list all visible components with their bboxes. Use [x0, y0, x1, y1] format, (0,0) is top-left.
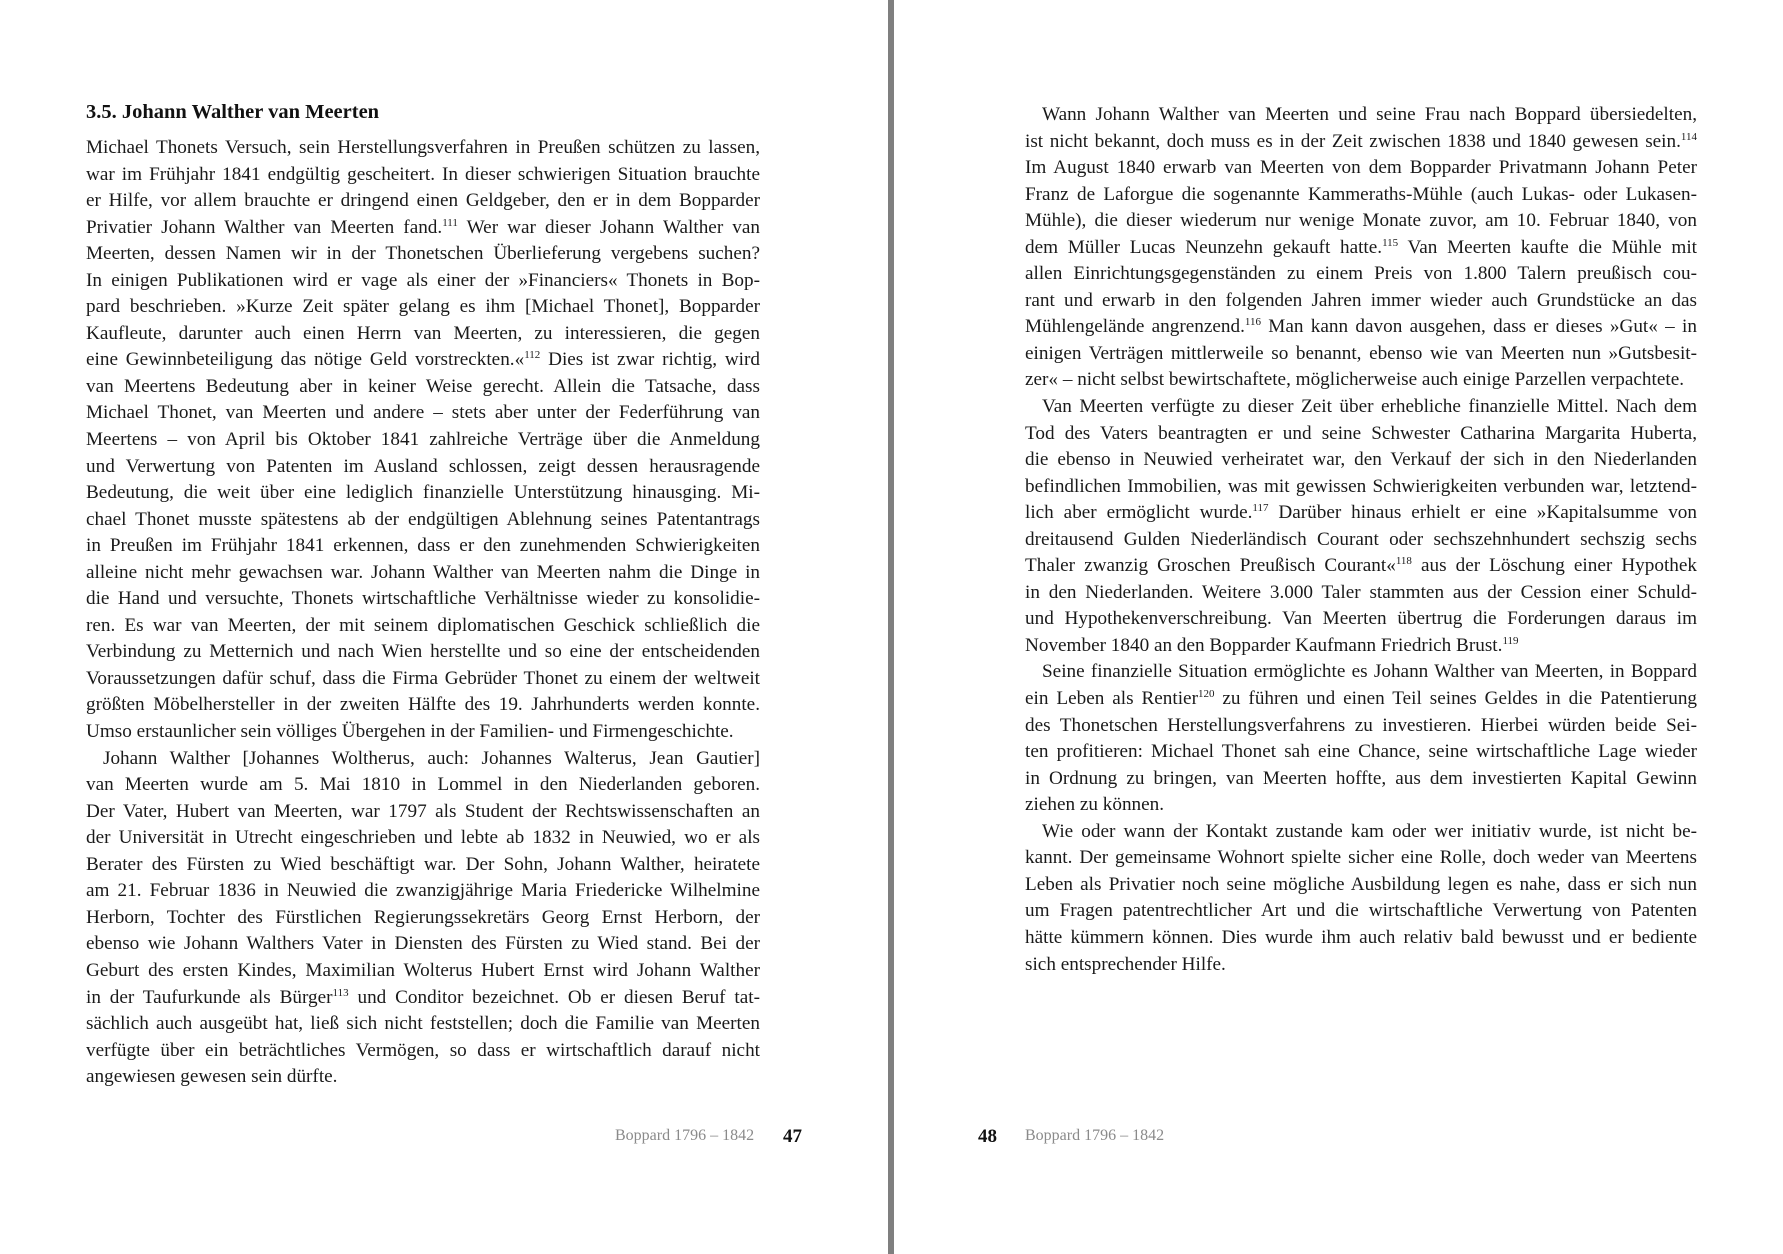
- text-line: [86, 1011, 760, 1038]
- line-text: ziehen zu können.: [1025, 794, 1165, 816]
- text-line: [1025, 155, 1697, 182]
- line-text: um Fragen patentrechtlicher Art und die wirtschaftliche Verwertung von Patenten: [1025, 900, 1697, 922]
- left-page: [0, 0, 888, 1254]
- line-text: verfügte über ein beträchtliches Vermögen, so dass er wirtschaftlich darauf nicht: [86, 1039, 760, 1061]
- text-line: [86, 905, 760, 932]
- text-line: [1025, 898, 1697, 925]
- right-page: [894, 0, 1783, 1254]
- line-text: zer« – nicht selbst bewirtschaftete, möglicherweise auch einige Parzellen verpachtete.: [1025, 369, 1685, 391]
- text-line: [1025, 606, 1697, 633]
- line-text: Seine finanzielle Situation ermöglichte es Johann Walther van Meerten, in Boppard: [1042, 661, 1697, 683]
- text-line: [86, 374, 760, 401]
- line-text: Kaufleute, darunter auch einen Herrn van Meerten, zu interessieren, die gegen: [86, 322, 760, 344]
- text-line: [86, 162, 760, 189]
- text-line: [86, 772, 760, 799]
- footnote-ref[interactable]: 111: [442, 216, 458, 229]
- text-line: [1025, 314, 1697, 341]
- line-text: sich entsprechender Hilfe.: [1025, 953, 1226, 975]
- text-line: [1025, 739, 1697, 766]
- line-text: Der Vater, Hubert van Meerten, war 1797 als Student der Rechtswissenschaften an: [86, 800, 760, 822]
- line-text: pard beschrieben. »Kurze Zeit später gelang es ihm [Michael Thonet], Bopparder: [86, 296, 760, 318]
- text-line: [1025, 447, 1697, 474]
- text-line: [86, 347, 760, 374]
- footnote-ref[interactable]: 120: [1197, 688, 1215, 701]
- line-text: chael Thonet musste spätestens ab der endgültigen Ablehnung seines Patentantrags: [86, 508, 760, 530]
- running-title-left: Boppard 1796 – 1842: [615, 1127, 755, 1144]
- text-line: [86, 268, 760, 295]
- text-line: [86, 400, 760, 427]
- text-line: [1025, 182, 1697, 209]
- text-line: [1025, 792, 1697, 819]
- footnote-ref[interactable]: 116: [1244, 316, 1261, 329]
- text-line: [1025, 925, 1697, 952]
- line-text: eine Gewinnbeteiligung das nötige Geld vorstreckten.«: [86, 349, 525, 371]
- line-text: Mühle), die dieser wiederum nur wenige Monate zuvor, am 10. Februar 1840, von: [1025, 210, 1697, 232]
- text-line: [86, 321, 760, 348]
- footnote-ref[interactable]: 119: [1502, 634, 1519, 647]
- text-line: [86, 613, 760, 640]
- section-heading: 3.5. Johann Walther van Meerten: [86, 101, 380, 123]
- running-title-right: Boppard 1796 – 1842: [1025, 1127, 1165, 1144]
- text-line: [1025, 819, 1697, 846]
- text-line: [1025, 208, 1697, 235]
- text-line: [1025, 553, 1697, 580]
- line-text: sächlich auch ausgeübt hat, ließ sich nicht feststellen; doch die Familie van Meerten: [86, 1013, 760, 1035]
- text-line: [1025, 872, 1697, 899]
- text-line: [1025, 766, 1697, 793]
- line-text: und Verwertung von Patenten im Ausland schlossen, zeigt dessen herausragende: [86, 455, 760, 477]
- left-page-body: [86, 135, 760, 1091]
- line-text: Geburt des ersten Kindes, Maximilian Wolterus Hubert Ernst wird Johann Walther: [86, 959, 760, 981]
- text-line: [1025, 341, 1697, 368]
- text-line: [86, 135, 760, 162]
- line-text: einigen Verträgen mittlerweile so benannt, ebenso wie van Meerten nun »Gutsbesit-: [1025, 342, 1697, 364]
- line-text: Wann Johann Walther van Meerten und seine Frau nach Boppard übersiedelten,: [1042, 104, 1697, 125]
- line-text: war im Frühjahr 1841 endgültig gescheitert. In dieser schwierigen Situation brauchte: [86, 163, 760, 185]
- line-text: angewiesen gewesen sein dürfte.: [86, 1066, 338, 1088]
- line-text: und Hypothekenverschreibung. Van Meerten übertrug die Forderungen daraus im: [1025, 608, 1697, 630]
- line-text: Im August 1840 erwarb van Meerten von dem Bopparder Privatmann Johann Peter: [1025, 157, 1697, 179]
- line-text: der Universität in Utrecht eingeschrieben und lebte ab 1832 in Neuwied, wo er als: [86, 827, 760, 849]
- text-line: [86, 560, 760, 587]
- text-line: [86, 639, 760, 666]
- line-text: ten profitieren: Michael Thonet sah eine Chance, seine wirtschaftliche Lage wieder: [1025, 741, 1697, 763]
- text-line: [1025, 659, 1697, 686]
- text-line: [1025, 129, 1697, 156]
- text-line: [86, 480, 760, 507]
- line-text: aus der Löschung einer Hypothek: [1411, 555, 1697, 577]
- text-line: [86, 1064, 760, 1091]
- text-line: [1025, 527, 1697, 554]
- line-text: kannt. Der gemeinsame Wohnort spielte sicher eine Rolle, doch weder van Meertens: [1025, 847, 1697, 869]
- line-text: größten Möbelhersteller in der zweiten Hälfte des 19. Jahrhunderts werden konnte.: [86, 694, 760, 716]
- text-line: [1025, 845, 1697, 872]
- text-line: [86, 878, 760, 905]
- text-line: [86, 215, 760, 242]
- line-text: in den Niederlanden. Weitere 3.000 Taler stammten aus der Cession einer Schuld-: [1025, 581, 1697, 603]
- right-page-body: [1025, 102, 1697, 978]
- line-text: Darüber hinaus erhielt er eine »Kapitalsumme von: [1268, 502, 1697, 524]
- text-line: [86, 586, 760, 613]
- line-text: Thaler zwanzig Groschen Preußisch Courant«: [1025, 555, 1396, 577]
- line-text: in Ordnung zu bringen, van Meerten hoffte, aus dem investierten Kapital Gewinn: [1025, 767, 1697, 789]
- text-line: [86, 746, 760, 773]
- line-text: Meertens – von April bis Oktober 1841 zahlreiche Verträge über die Anmeldung: [86, 429, 760, 451]
- text-line: [1025, 235, 1697, 262]
- line-text: in der Taufurkunde als Bürger: [86, 986, 333, 1008]
- line-text: In einigen Publikationen wird er vage als einer der »Financiers« Thonets in Bop-: [86, 269, 760, 291]
- line-text: Berater des Fürsten zu Wied beschäftigt war. Der Sohn, Johann Walther, heiratete: [86, 853, 760, 875]
- text-line: [86, 427, 760, 454]
- line-text: er Hilfe, vor allem brauchte er dringend einen Geldgeber, den er in dem Bopparder: [86, 190, 760, 212]
- line-text: van Meerten wurde am 5. Mai 1810 in Lommel in den Niederlanden geboren.: [86, 774, 760, 796]
- line-text: Michael Thonet, van Meerten und andere – stets aber unter der Federführung van: [86, 402, 760, 424]
- text-line: [1025, 102, 1697, 129]
- line-text: zu führen und einen Teil seines Geldes in die Patentierung: [1214, 688, 1698, 710]
- text-line: [1025, 580, 1697, 607]
- line-text: ebenso wie Johann Walthers Vater in Diensten des Fürsten zu Wied stand. Bei der: [86, 933, 760, 955]
- text-line: [1025, 474, 1697, 501]
- text-line: [86, 852, 760, 879]
- line-text: Dies ist zwar richtig, wird: [540, 349, 760, 371]
- footnote-ref[interactable]: 118: [1395, 555, 1412, 568]
- text-line: [1025, 500, 1697, 527]
- line-text: Michael Thonets Versuch, sein Herstellungsverfahren in Preußen schützen zu lassen,: [86, 137, 760, 158]
- line-text: die ebenso in Neuwied verheiratet war, den Verkauf der sich in den Niederlanden: [1025, 449, 1697, 471]
- line-text: Mühlengelände angrenzend.: [1025, 316, 1245, 338]
- line-text: dem Müller Lucas Neunzehn gekauft hatte.: [1025, 236, 1383, 258]
- page-number-left: 47: [783, 1126, 802, 1147]
- line-text: befindlichen Immobilien, was mit gewissen Schwierigkeiten verbunden war, letztend-: [1025, 475, 1697, 497]
- line-text: ist nicht bekannt, doch muss es in der Zeit zwischen 1838 und 1840 gewesen sein.: [1025, 130, 1681, 152]
- line-text: Privatier Johann Walther van Meerten fand.: [86, 216, 443, 238]
- line-text: dreitausend Gulden Niederländisch Courant oder sechszehnhundert sechszig sechs: [1025, 528, 1697, 550]
- text-line: [1025, 633, 1697, 660]
- line-text: Herborn, Tochter des Fürstlichen Regierungssekretärs Georg Ernst Herborn, der: [86, 906, 760, 928]
- line-text: ein Leben als Rentier: [1025, 688, 1198, 710]
- line-text: rant und erwarb in den folgenden Jahren immer wieder auch Grundstücke an das: [1025, 289, 1697, 311]
- line-text: Leben als Privatier noch seine mögliche Ausbildung legen es nahe, dass er sich nun: [1025, 873, 1697, 895]
- text-line: [86, 825, 760, 852]
- line-text: Verbindung zu Metternich und nach Wien herstellte und so eine der entscheidenden: [86, 641, 760, 663]
- text-line: [86, 799, 760, 826]
- line-text: Wie oder wann der Kontakt zustande kam oder wer initiativ wurde, ist nicht be-: [1042, 820, 1697, 842]
- line-text: Meerten, dessen Namen wir in der Thonetschen Überlieferung vergebens suchen?: [86, 243, 760, 265]
- text-line: [86, 533, 760, 560]
- text-line: [86, 666, 760, 693]
- text-line: [1025, 288, 1697, 315]
- text-line: [1025, 421, 1697, 448]
- text-line: [86, 507, 760, 534]
- page-number-right: 48: [978, 1126, 997, 1147]
- text-line: [1025, 952, 1697, 979]
- text-line: [86, 294, 760, 321]
- line-text: und Conditor bezeichnet. Ob er diesen Beruf tat-: [348, 986, 760, 1008]
- text-line: [86, 1038, 760, 1065]
- line-text: Man kann davon ausgehen, dass er dieses »Gut« – in: [1260, 316, 1697, 338]
- text-line: [86, 692, 760, 719]
- line-text: alleine nicht mehr gewachsen war. Johann Walther van Meerten nahm die Dinge in: [86, 561, 760, 583]
- text-line: [86, 719, 760, 746]
- line-text: Van Meerten verfügte zu dieser Zeit über erhebliche finanzielle Mittel. Nach dem: [1042, 396, 1697, 418]
- footnote-ref[interactable]: 112: [524, 349, 541, 362]
- text-line: [86, 241, 760, 268]
- text-line: [1025, 394, 1697, 421]
- line-text: ren. Es war van Meerten, der mit seinem diplomatischen Geschick schließlich die: [86, 614, 760, 636]
- footnote-ref[interactable]: 113: [332, 986, 349, 999]
- text-line: [86, 454, 760, 481]
- text-line: [86, 958, 760, 985]
- line-text: lich aber ermöglicht wurde.: [1025, 502, 1253, 524]
- line-text: van Meertens Bedeutung aber in keiner Weise gerecht. Allein die Tatsache, dass: [86, 375, 760, 397]
- text-line: [86, 931, 760, 958]
- line-text: allen Einrichtungsgegenständen zu einem Preis von 1.800 Talern preußisch cou-: [1025, 263, 1697, 285]
- line-text: Umso erstaunlicher sein völliges Übergehen in der Familien- und Firmengeschichte.: [86, 721, 734, 743]
- line-text: Van Meerten kaufte die Mühle mit: [1398, 236, 1697, 258]
- line-text: November 1840 an den Bopparder Kaufmann Friedrich Brust.: [1025, 634, 1503, 656]
- line-text: Johann Walther [Johannes Woltherus, auch: Johannes Walterus, Jean Gautier]: [103, 747, 760, 769]
- text-line: [1025, 261, 1697, 288]
- text-line: [86, 985, 760, 1012]
- line-text: Tod des Vaters beantragten er und seine Schwester Catharina Margarita Huberta,: [1025, 422, 1697, 444]
- text-line: [1025, 367, 1697, 394]
- line-text: am 21. Februar 1836 in Neuwied die zwanzigjährige Maria Friedericke Wilhelmine: [86, 880, 760, 902]
- line-text: in Preußen im Frühjahr 1841 erkennen, dass er den zunehmenden Schwierigkeiten: [86, 535, 760, 557]
- text-line: [1025, 713, 1697, 740]
- line-text: die Hand und versuchte, Thonets wirtschaftliche Verhältnisse wieder zu konsolidie-: [86, 588, 760, 610]
- line-text: Franz de Laforgue die sogenannte Kammeraths-Mühle (auch Lukas- oder Lukasen-: [1025, 183, 1697, 205]
- footnote-ref[interactable]: 114: [1680, 130, 1697, 143]
- line-text: hätte kümmern können. Dies wurde ihm auch relativ bald bewusst und er bediente: [1025, 926, 1697, 948]
- line-text: Wer war dieser Johann Walther van: [457, 216, 760, 238]
- line-text: Bedeutung, die weit über eine lediglich finanzielle Unterstützung hinausging. Mi-: [86, 482, 760, 504]
- line-text: Voraussetzungen dafür schuf, dass die Firma Gebrüder Thonet zu einem der weltweit: [86, 667, 760, 689]
- text-line: [1025, 686, 1697, 713]
- footnote-ref[interactable]: 115: [1382, 236, 1399, 249]
- line-text: des Thonetschen Herstellungsverfahrens zu investieren. Hierbei würden beide Sei-: [1025, 714, 1697, 736]
- footnote-ref[interactable]: 117: [1252, 502, 1269, 515]
- text-line: [86, 188, 760, 215]
